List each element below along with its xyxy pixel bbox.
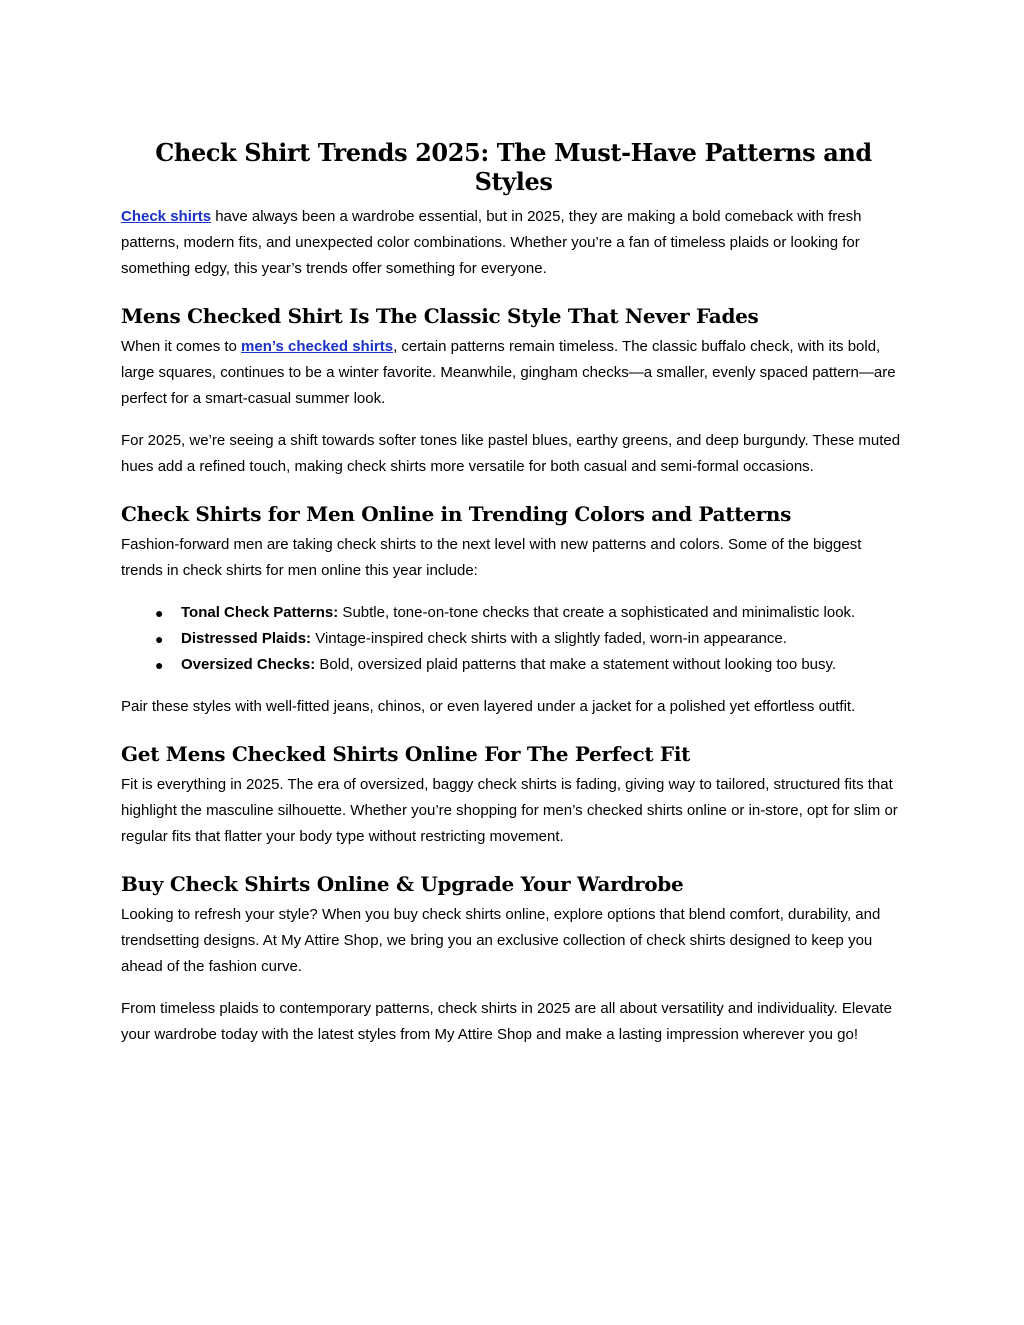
classic-paragraph-2: For 2025, we’re seeing a shift towards softer tones like pastel blues, earthy greens, and deep burgundy. These muted hues add a refined touch, making check shirts more versatile for both casual and semi-formal occasions. — [121, 432, 901, 475]
classic-text-before: When it comes to — [121, 338, 242, 355]
fit-paragraph: Fit is everything in 2025. The era of oversized, baggy check shirts is fading, giving way to tailored, structured fits that highlight the masculine silhouette. Whether you’re shopping for men’s checked shirts online or in-store, opt for slim or regular fits that flatter your body type without restricting movement. — [121, 776, 898, 845]
mens-checked-shirts-link[interactable]: men’s checked shirts — [241, 338, 394, 355]
intro-paragraph — [121, 204, 906, 282]
list-item-text: Bold, oversized plaid patterns that make a statement without looking too busy. — [315, 656, 837, 673]
list-item — [155, 652, 906, 678]
check-shirts-link[interactable]: Check shirts — [121, 208, 212, 225]
buy-paragraph-1: Looking to refresh your style? When you buy check shirts online, explore options that blend comfort, durability, and trendsetting designs. At My Attire Shop, we bring you an exclusive collection of check shirts designed to keep you ahead of the fashion curve. — [121, 906, 881, 975]
list-item-term: Tonal Check Patterns: — [181, 604, 339, 621]
section-heading-trending: Check Shirts for Men Online in Trending Colors and Patterns — [121, 502, 792, 526]
trending-paragraph-1: Fashion-forward men are taking check shirts to the next level with new patterns and colors. Some of the biggest trends in check shirts for men online this year include: — [121, 536, 862, 579]
bullet-icon: ● — [155, 605, 164, 621]
section-heading-classic: Mens Checked Shirt Is The Classic Style That Never Fades — [121, 304, 759, 328]
classic-paragraph-1 — [121, 334, 906, 412]
bullet-icon: ● — [155, 631, 164, 647]
list-item-term: Distressed Plaids: — [181, 630, 312, 647]
trending-paragraph-2: Pair these styles with well-fitted jeans, chinos, or even layered under a jacket for a polished yet effortless outfit. — [121, 698, 856, 715]
buy-paragraph-2: From timeless plaids to contemporary patterns, check shirts in 2025 are all about versatility and individuality. Elevate your wardrobe today with the latest styles from My Attire Shop and make a lasting impression wherever you go! — [121, 1000, 892, 1043]
classic-text-after: , certain patterns remain timeless. The classic buffalo check, with its bold, large squares, continues to be a winter favorite. Meanwhile, gingham checks—a smaller, evenly spaced pattern—are perfect for a smart-casual summer look. — [121, 338, 896, 407]
section-heading-fit: Get Mens Checked Shirts Online For The Perfect Fit — [121, 742, 691, 766]
list-item-term: Oversized Checks: — [181, 656, 316, 673]
page-title: Check Shirt Trends 2025: The Must-Have Patterns and Styles — [155, 138, 872, 196]
list-item — [155, 626, 906, 652]
list-item-text: Subtle, tone-on-tone checks that create a sophisticated and minimalistic look. — [338, 604, 856, 621]
bullet-icon: ● — [155, 657, 164, 673]
list-item-text: Vintage-inspired check shirts with a slightly faded, worn-in appearance. — [311, 630, 787, 647]
section-heading-buy: Buy Check Shirts Online & Upgrade Your Wardrobe — [121, 872, 684, 896]
intro-text: have always been a wardrobe essential, but in 2025, they are making a bold comeback with fresh patterns, modern fits, and unexpected color combinations. Whether you’re a fan of timeless plaids or looking for something edgy, this year’s trends offer something for everyone. — [121, 208, 862, 277]
document-page — [121, 138, 906, 1064]
list-item — [155, 600, 906, 626]
trend-list — [121, 600, 906, 678]
